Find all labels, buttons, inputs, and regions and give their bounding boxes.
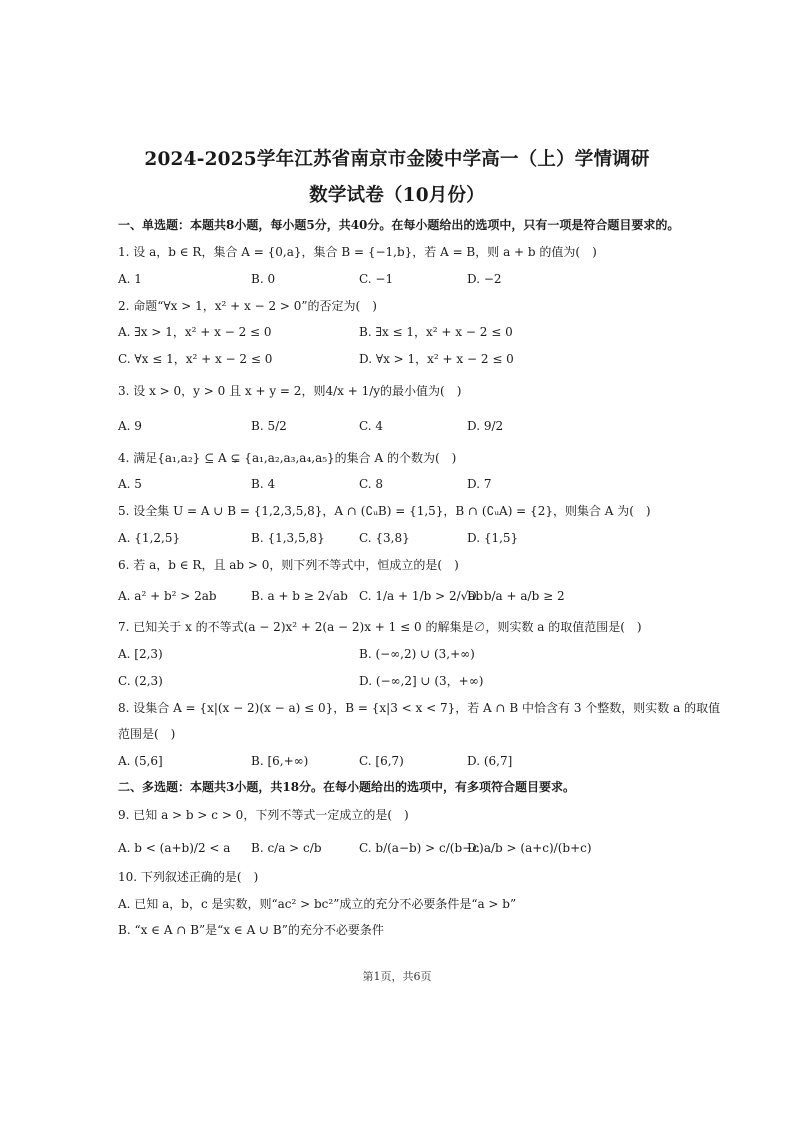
option: A. ∃x > 1，x² + x − 2 ≤ 0	[118, 325, 272, 339]
option: D. 7	[467, 477, 492, 491]
question-stem: 10. 下列叙述正确的是( )	[118, 870, 259, 884]
option: D. −2	[467, 272, 502, 286]
option: C. 4	[359, 419, 384, 433]
page-subtitle: 数学试卷（10月份）	[309, 185, 485, 206]
option: C. ∀x ≤ 1，x² + x − 2 ≤ 0	[118, 352, 273, 366]
question-stem: 4. 满足{a₁,a₂} ⊆ A ⊊ {a₁,a₂,a₃,a₄,a₅}的集合 A 的个数为( )	[118, 451, 457, 465]
option: A. (5,6]	[118, 754, 163, 768]
section-heading-multi-choice: 二、多选题：本题共3小题，共18分。在每小题给出的选项中，有多项符合题目要求。	[118, 780, 576, 794]
option: B. 5/2	[251, 419, 287, 433]
option: A. [2,3)	[118, 647, 163, 661]
option: A. b < (a+b)/2 < a	[118, 841, 231, 855]
option: B. a + b ≥ 2√ab	[251, 589, 348, 603]
option: B. c/a > c/b	[251, 841, 322, 855]
question-stem: 9. 已知 a > b > c > 0，下列不等式一定成立的是( )	[118, 808, 409, 822]
option: B. {1,3,5,8}	[251, 531, 325, 545]
option: A. 5	[118, 477, 142, 491]
question-stem: 7. 已知关于 x 的不等式(a − 2)x² + 2(a − 2)x + 1 ≤ 0 的解集是∅，则实数 a 的取值范围是( )	[118, 620, 642, 634]
option: D. b/a + a/b ≥ 2	[467, 589, 565, 603]
option: B. ∃x ≤ 1，x² + x − 2 ≤ 0	[359, 325, 513, 339]
option: A. 1	[118, 272, 142, 286]
question-stem: 8. 设集合 A = {x|(x − 2)(x − a) ≤ 0}，B = {x|3 < x < 7}，若 A ∩ B 中恰含有 3 个整数，则实数 a 的取值	[118, 701, 721, 715]
question-stem: 2. 命题“∀x > 1，x² + x − 2 > 0”的否定为( )	[118, 299, 377, 313]
page-footer: 第1页，共6页	[362, 970, 432, 983]
option: B. (−∞,2) ∪ (3,+∞)	[359, 647, 475, 661]
option: C. {3,8}	[359, 531, 410, 545]
option: C. b/(a−b) > c/(b−c)	[359, 841, 484, 855]
option: D. ∀x > 1，x² + x − 2 ≤ 0	[359, 352, 514, 366]
question-stem: 3. 设 x > 0，y > 0 且 x + y = 2，则4/x + 1/y的最小值为( )	[118, 384, 462, 398]
option: A. {1,2,5}	[118, 531, 181, 545]
option: C. 8	[359, 477, 384, 491]
option: B. [6,+∞)	[251, 754, 309, 768]
option: D. 9/2	[467, 419, 504, 433]
option: A. a² + b² > 2ab	[118, 589, 217, 603]
option: B. 0	[251, 272, 276, 286]
question-stem: 5. 设全集 U = A ∪ B = {1,2,3,5,8}，A ∩ (∁ᵤB) = {1,5}，B ∩ (∁ᵤA) = {2}，则集合 A 为( )	[118, 504, 651, 518]
option: A. 9	[118, 419, 142, 433]
question-stem-continued: 范围是( )	[118, 727, 176, 741]
question-stem: 6. 若 a，b ∈ R，且 ab > 0，则下列不等式中，恒成立的是( )	[118, 558, 459, 572]
option: C. (2,3)	[118, 674, 163, 688]
option: C. 1/a + 1/b > 2/√ab	[359, 589, 484, 603]
option: A. 已知 a，b，c 是实数，则“ac² > bc²”成立的充分不必要条件是“a > b”	[118, 897, 517, 911]
option: D. a/b > (a+c)/(b+c)	[467, 841, 592, 855]
question-stem: 1. 设 a，b ∈ R，集合 A = {0,a}，集合 B = {−1,b}，若 A = B，则 a + b 的值为( )	[118, 245, 597, 259]
page-title: 2024-2025学年江苏省南京市金陵中学高一（上）学情调研	[144, 149, 650, 170]
option: D. (6,7]	[467, 754, 513, 768]
option: D. (−∞,2] ∪ (3，+∞)	[359, 674, 484, 688]
option: C. [6,7)	[359, 754, 404, 768]
option: D. {1,5}	[467, 531, 519, 545]
option: C. −1	[359, 272, 394, 286]
section-heading-single-choice: 一、单选题：本题共8小题，每小题5分，共40分。在每小题给出的选项中，只有一项是符合题目要求的。	[118, 218, 680, 232]
option: B. 4	[251, 477, 276, 491]
option: B. “x ∈ A ∩ B”是“x ∈ A ∪ B”的充分不必要条件	[118, 923, 384, 937]
